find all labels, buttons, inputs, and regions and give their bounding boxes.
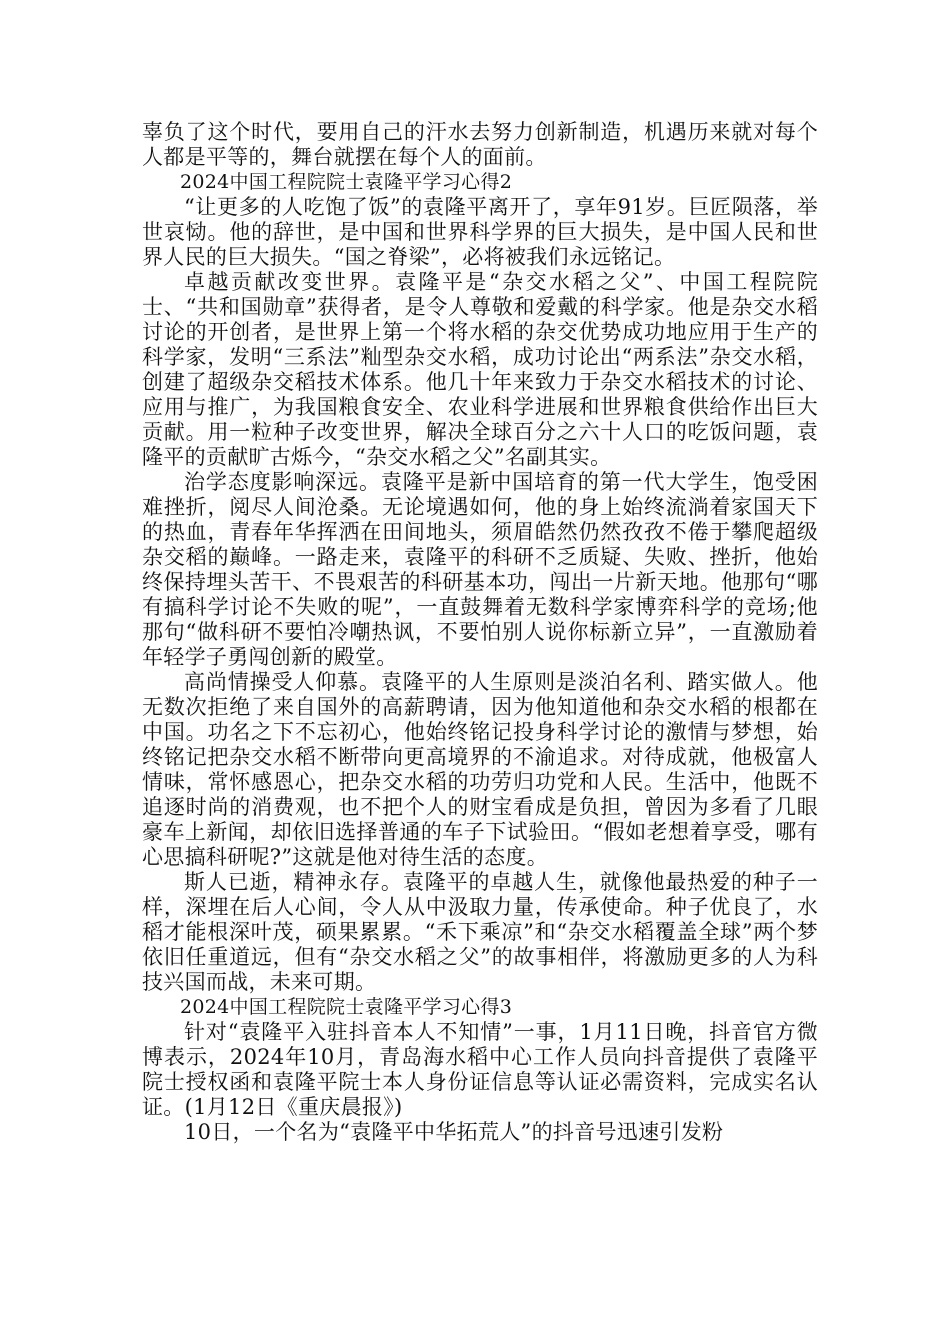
document-body: [142, 120, 818, 1145]
paragraph: 卓越贡献改变世界。袁隆平是“杂交水稻之父”、中国工程院院士、“共和国勋章”获得者，是令人尊敬和爱戴的科学家。他是杂交水稻讨论的开创者，是世界上第一个将水稻的杂交优势成功地应用于生产的科学家，发明“三系法”籼型杂交水稻，成功讨论出“两系法”杂交水稻，创建了超级杂交稻技术体系。他几十年来致力于杂交水稻技术的讨论、应用与推广，为我国粮食安全、农业科学进展和世界粮食供给作出巨大贡献。用一粒种子改变世界，解决全球百分之六十人口的吃饭问题，袁隆平的贡献旷古烁今，“杂交水稻之父”名副其实。: [142, 270, 818, 469]
paragraph: 高尚情操受人仰慕。袁隆平的人生原则是淡泊名利、踏实做人。他无数次拒绝了来自国外的高薪聘请，因为他知道他和杂交水稻的根都在中国。功名之下不忘初心，他始终铭记投身科学讨论的激情与梦想，始终铭记把杂交水稻不断带向更高境界的不渝追求。对待成就，他极富人情味，常怀感恩心，把杂交水稻的功劳归功党和人民。生活中，他既不追逐时尚的消费观，也不把个人的财宝看成是负担，曾因为多看了几眼豪车上新闻，却依旧选择普通的车子下试验田。“假如老想着享受，哪有心思搞科研呢?”这就是他对待生活的态度。: [142, 670, 818, 869]
paragraph: 10日，一个名为“袁隆平中华拓荒人”的抖音号迅速引发粉: [184, 1120, 724, 1144]
section-heading-3: 2024中国工程院院士袁隆平学习心得3: [180, 996, 513, 1018]
paragraph-continuation: 辜负了这个时代，要用自己的汗水去努力创新制造，机遇历来就对每个人都是平等的，舞台就摆在每个人的面前。: [142, 120, 818, 169]
paragraph: 针对“袁隆平入驻抖音本人不知情”一事，1月11日晚，抖音官方微博表示，2024年10月，青岛海水稻中心工作人员向抖音提供了袁隆平院士授权函和袁隆平院士本人身份证信息等认证必需资料，完成实名认证。(1月12日《重庆晨报》): [142, 1020, 818, 1119]
paragraph: “让更多的人吃饱了饭”的袁隆平离开了，享年91岁。巨匠陨落，举世哀恸。他的辞世，是中国和世界科学界的巨大损失，是中国人民和世界人民的巨大损失。“国之脊梁”，必将被我们永远铭记。: [142, 195, 818, 269]
paragraph: 治学态度影响深远。袁隆平是新中国培育的第一代大学生，饱受困难挫折，阅尽人间沧桑。无论境遇如何，他的身上始终流淌着家国天下的热血，青春年华挥洒在田间地头，须眉皓然仍然孜孜不倦于攀爬超级杂交稻的巅峰。一路走来，袁隆平的科研不乏质疑、失败、挫折，他始终保持埋头苦干、不畏艰苦的科研基本功，闯出一片新天地。他那句“哪有搞科学讨论不失败的呢”，一直鼓舞着无数科学家博弈科学的竞场;他那句“做科研不要怕冷嘲热讽，不要怕别人说你标新立异”，一直激励着年轻学子勇闯创新的殿堂。: [142, 470, 818, 669]
paragraph: 斯人已逝，精神永存。袁隆平的卓越人生，就像他最热爱的种子一样，深埋在后人心间，令人从中汲取力量，传承使命。种子优良了，水稻才能根深叶茂，硕果累累。“禾下乘凉”和“杂交水稻覆盖全球”两个梦依旧任重道远，但有“杂交水稻之父”的故事相伴，将激励更多的人为科技兴国而战，未来可期。: [142, 870, 818, 994]
section-heading-2: 2024中国工程院院士袁隆平学习心得2: [180, 171, 513, 193]
